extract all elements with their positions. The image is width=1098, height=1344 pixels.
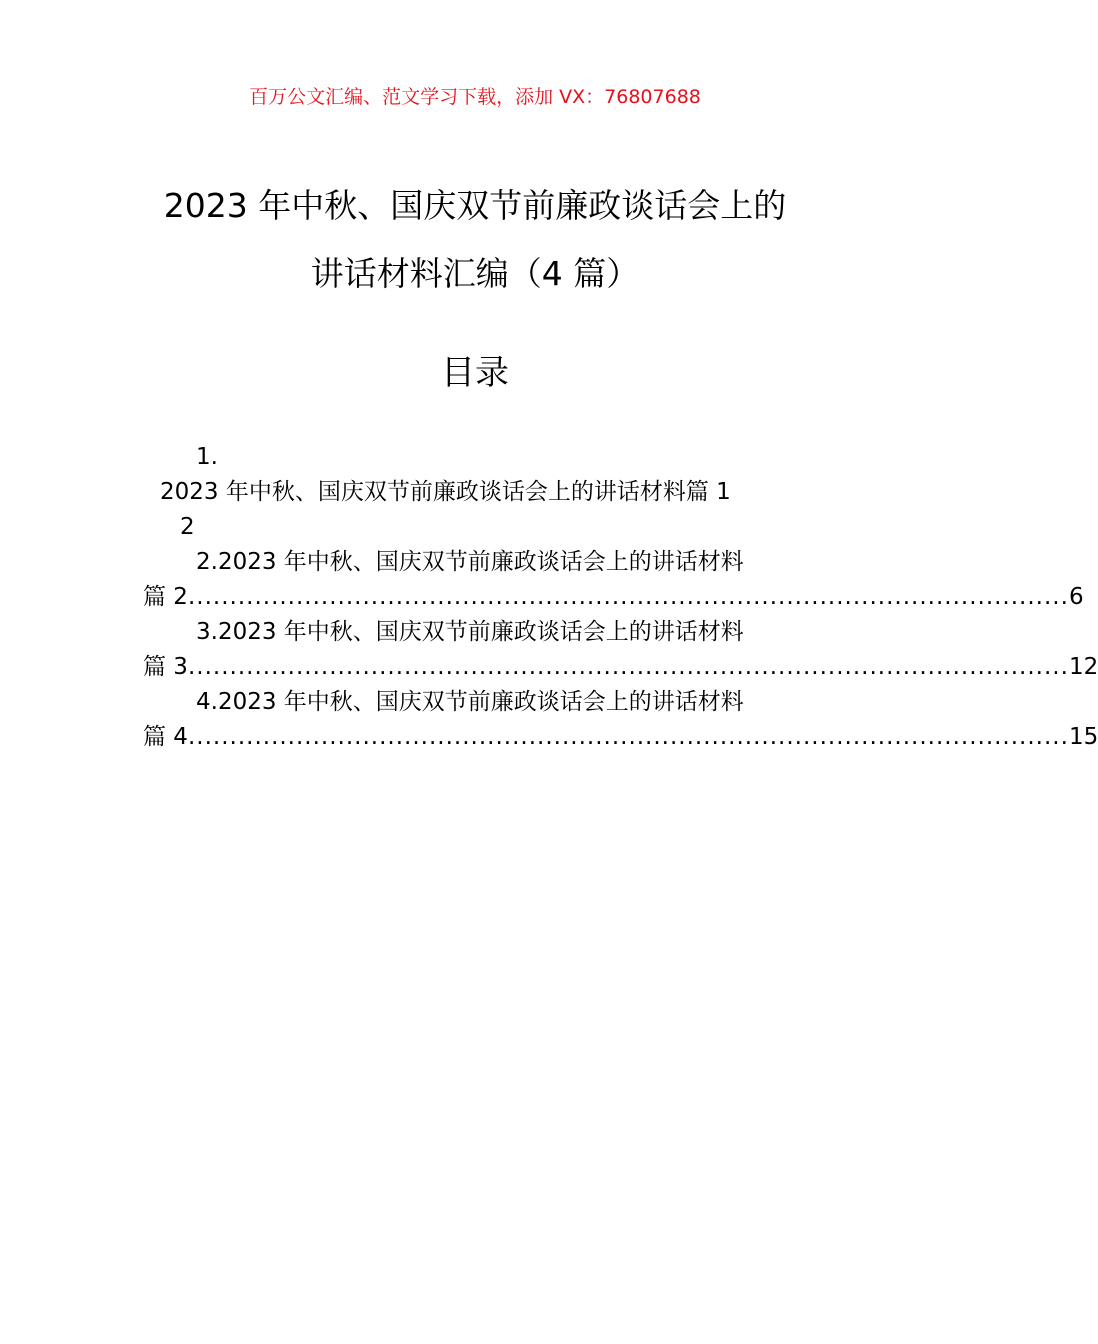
toc-entry-3-text[interactable]: 3.2023 年中秋、国庆双节前廉政谈话会上的讲话材料 [196, 619, 744, 645]
toc-entry-2-text[interactable]: 2.2023 年中秋、国庆双节前廉政谈话会上的讲话材料 [196, 549, 744, 575]
toc-entry-3-tail: 篇 3 [143, 654, 188, 680]
header-note: 百万公文汇编、范文学习下载，添加 VX：76807688 [249, 86, 701, 108]
toc-entry-4-dots: .......................................................................................................... [187, 724, 1069, 750]
toc-entry-4-text[interactable]: 4.2023 年中秋、国庆双节前廉政谈话会上的讲话材料 [196, 689, 744, 715]
toc-heading: 目录 [441, 353, 509, 393]
toc-entry-4-tail: 篇 4 [143, 724, 188, 750]
toc-entry-1-text[interactable]: 2023 年中秋、国庆双节前廉政谈话会上的讲话材料篇 1 [160, 479, 731, 505]
toc-entry-3-page: 12 [1068, 654, 1098, 680]
table-of-contents [143, 440, 1098, 755]
toc-entry-1-number[interactable]: 1. [196, 444, 218, 470]
toc-entry-2-tail: 篇 2 [143, 584, 188, 610]
title-line-1: 2023 年中秋、国庆双节前廉政谈话会上的 [163, 186, 787, 225]
title-line-2: 讲话材料汇编（4 篇） [310, 254, 640, 293]
toc-entry-2-page: 6 [1068, 584, 1084, 610]
document-title [120, 172, 830, 308]
toc-entry-3-leader[interactable] [143, 650, 1098, 685]
toc-entry-2-dots: .......................................................................................................... [187, 584, 1069, 610]
toc-entry-1-page[interactable]: 2 [180, 514, 195, 540]
toc-entry-3-dots: .......................................................................................................... [187, 654, 1069, 680]
toc-entry-4-leader[interactable] [143, 720, 1098, 755]
toc-entry-2-leader[interactable] [143, 580, 1084, 615]
toc-entry-4-page: 15 [1068, 724, 1098, 750]
